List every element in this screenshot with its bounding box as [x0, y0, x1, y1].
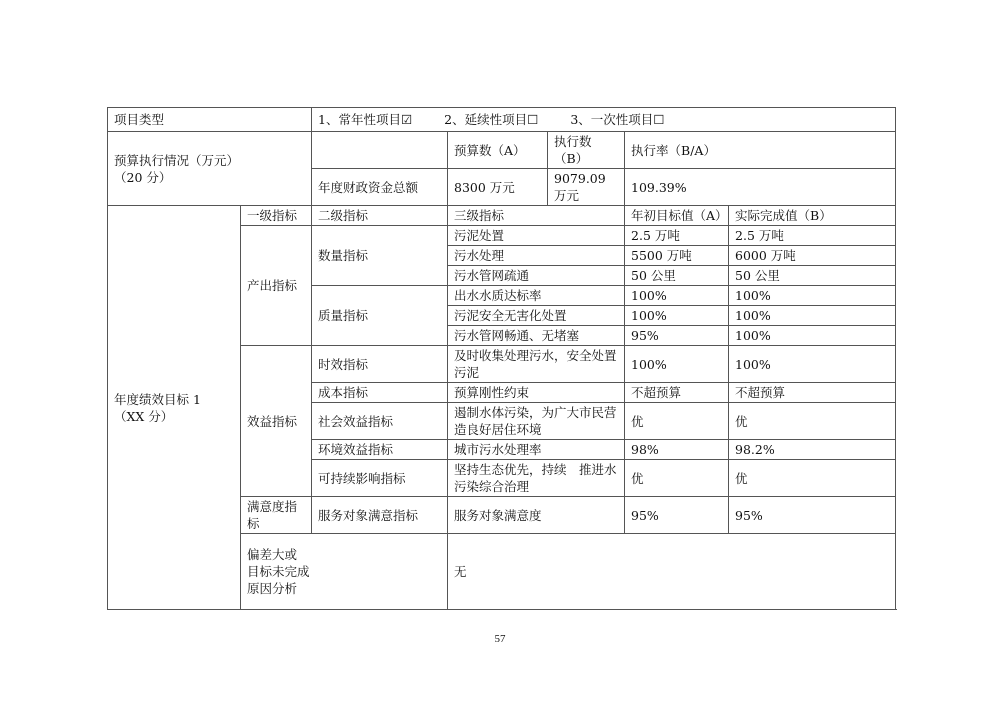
header-actual: 实际完成值（B） [729, 206, 896, 226]
satisfaction-indicator-label: 满意度指标 [241, 497, 312, 534]
budget-value-a: 8300 万元 [448, 169, 548, 206]
level3-cell: 坚持生态优先，持续 推进水污染综合治理 [448, 460, 625, 497]
target-cell: 95% [625, 326, 729, 346]
actual-cell: 98.2% [729, 440, 896, 460]
deviation-label [241, 534, 448, 610]
budget-value-b: 9079.09 万元 [548, 169, 625, 206]
header-level2: 二级指标 [312, 206, 448, 226]
level3-cell: 污水管网疏通 [448, 266, 625, 286]
budget-value-rate: 109.39% [625, 169, 896, 206]
level3-cell: 遏制水体污染，为广大市民营造良好居住环境 [448, 403, 625, 440]
budget-header-b: 执行数（B） [548, 132, 625, 169]
header-target: 年初目标值（A） [625, 206, 729, 226]
target-cell: 5500 万吨 [625, 246, 729, 266]
level2-cell: 成本指标 [312, 383, 448, 403]
target-cell: 不超预算 [625, 383, 729, 403]
target-cell: 优 [625, 403, 729, 440]
actual-cell: 50 公里 [729, 266, 896, 286]
level3-cell: 污水管网畅通、无堵塞 [448, 326, 625, 346]
target-cell: 2.5 万吨 [625, 226, 729, 246]
level2-cell: 社会效益指标 [312, 403, 448, 440]
level2-cell: 时效指标 [312, 346, 448, 383]
deviation-label-line: 目标未完成 [247, 564, 310, 579]
actual-cell: 不超预算 [729, 383, 896, 403]
level3-cell: 污水处理 [448, 246, 625, 266]
benefit-indicator-label: 效益指标 [241, 346, 312, 497]
actual-cell: 100% [729, 306, 896, 326]
budget-header-a: 预算数（A） [448, 132, 548, 169]
project-type-option-onetime[interactable]: 3、一次性项目☐ [570, 112, 665, 127]
performance-table [107, 107, 896, 610]
goal-title: 年度绩效目标 1 [114, 391, 201, 407]
actual-cell: 95% [729, 497, 896, 534]
quality-indicator-label: 质量指标 [312, 286, 448, 346]
target-cell: 100% [625, 286, 729, 306]
page-number: 57 [494, 633, 506, 645]
goal-score: （XX 分） [114, 408, 174, 424]
budget-title: 预算执行情况（万元） [114, 152, 240, 168]
target-cell: 95% [625, 497, 729, 534]
deviation-label-line: 原因分析 [247, 581, 298, 596]
project-type-label: 项目类型 [108, 108, 312, 132]
actual-cell: 优 [729, 403, 896, 440]
level3-cell: 服务对象满意度 [448, 497, 625, 534]
target-cell: 98% [625, 440, 729, 460]
budget-header-rate: 执行率（B/A） [625, 132, 896, 169]
target-cell: 50 公里 [625, 266, 729, 286]
quantity-indicator-label: 数量指标 [312, 226, 448, 286]
actual-cell: 6000 万吨 [729, 246, 896, 266]
budget-score: （20 分） [114, 169, 172, 185]
deviation-label-line: 偏差大或 [247, 547, 298, 562]
level3-cell: 城市污水处理率 [448, 440, 625, 460]
level2-cell: 服务对象满意指标 [312, 497, 448, 534]
target-cell: 100% [625, 306, 729, 326]
target-cell: 100% [625, 346, 729, 383]
project-type-options [312, 108, 896, 132]
project-type-row [108, 108, 896, 132]
level3-cell: 污泥处置 [448, 226, 625, 246]
actual-cell: 100% [729, 346, 896, 383]
output-indicator-label: 产出指标 [241, 226, 312, 346]
level3-cell: 及时收集处理污水，安全处置污泥 [448, 346, 625, 383]
project-type-option-continuing[interactable]: 2、延续性项目☐ [444, 112, 539, 127]
header-level1: 一级指标 [241, 206, 312, 226]
actual-cell: 100% [729, 326, 896, 346]
level2-cell: 环境效益指标 [312, 440, 448, 460]
header-level3: 三级指标 [448, 206, 625, 226]
target-cell: 优 [625, 460, 729, 497]
project-type-option-recurring[interactable]: 1、常年性项目☑ [318, 112, 413, 127]
budget-header-blank [312, 132, 448, 169]
level3-cell: 污泥安全无害化处置 [448, 306, 625, 326]
level3-cell: 出水水质达标率 [448, 286, 625, 306]
goal-label [108, 206, 241, 610]
actual-cell: 优 [729, 460, 896, 497]
budget-header-row [108, 132, 896, 169]
budget-label [108, 132, 312, 206]
actual-cell: 2.5 万吨 [729, 226, 896, 246]
level3-cell: 预算刚性约束 [448, 383, 625, 403]
goal-header-row [108, 206, 896, 226]
budget-row-label: 年度财政资金总额 [312, 169, 448, 206]
actual-cell: 100% [729, 286, 896, 306]
deviation-value: 无 [448, 534, 896, 610]
level2-cell: 可持续影响指标 [312, 460, 448, 497]
